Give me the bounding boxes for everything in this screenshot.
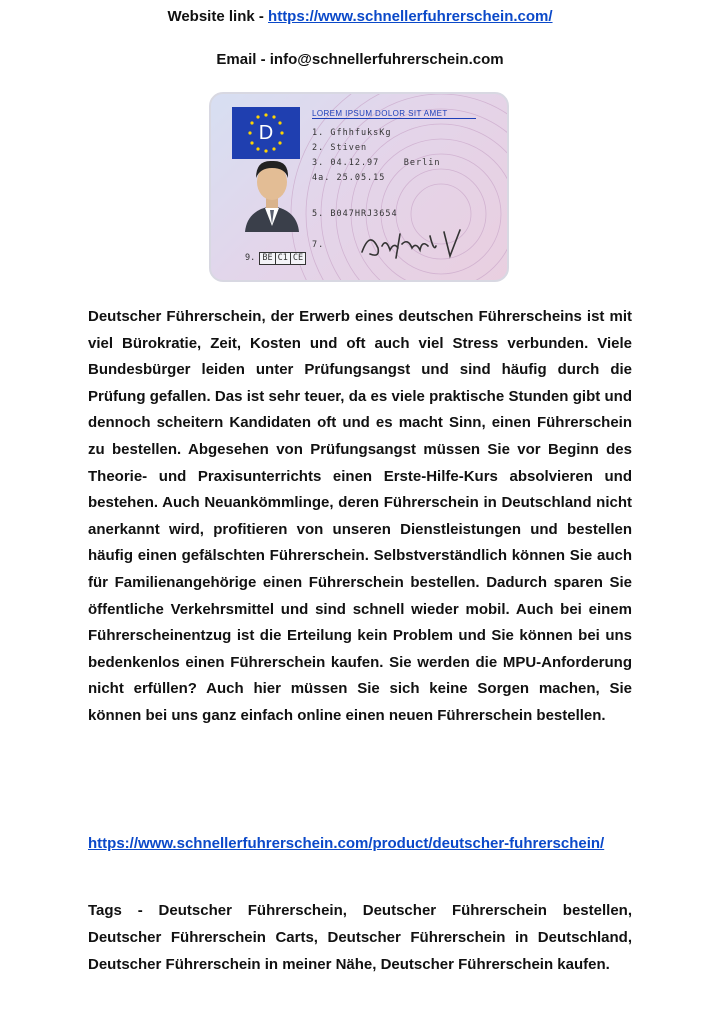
category-box: BE [259, 252, 275, 265]
license-categories [245, 252, 306, 265]
main-paragraph: Deutscher Führerschein, der Erwerb eines deutschen Führerscheins ist mit viel Bürokratie, Zeit, Kosten und oft auch viel Stress verbunden. Viele Bundesbürger leiden unter Prüfungsangst und sind häufig durch die Prüfung gefallen. Das ist sehr teuer, da es viele praktische Stunden gibt und dennoch scheitern Kandidaten oft und es macht Sinn, einen Führerschein zu bestellen. Abgesehen von Prüfungsangst müssen Sie vor Beginn des Theorie- und Praxisunterrichts einen Erste-Hilfe-Kurs absolvieren und bestehen. Auch Neuankömmlinge, deren Führerschein in Deutschland nicht anerkannt wird, profitieren von unseren Dienstleistungen und bestellen häufig einen gefälschten Führerschein. Selbstverständlich können Sie auch für Familienangehörige einen Führerschein bestellen. Dadurch sparen Sie öffentliche Verkehrsmittel und sind schnell wieder mobil. Auch bei einem Führerscheinentzug ist die Erteilung kein Problem und Sie können bei uns bedenkenlos einen Führerschein kaufen. Sie werden die MPU-Anforderung nicht erfüllen? Auch hier müssen Sie sich keine Sorgen machen, Sie können bei uns ganz einfach online einen neuen Führerschein bestellen. [88, 308, 632, 724]
product-link[interactable]: https://www.schnellerfuhrerschein.com/product/deutscher-fuhrerschein/ [88, 835, 605, 852]
license-card-image [209, 92, 509, 282]
card-field-surname: 1. GfhhfuksKg [312, 128, 392, 138]
person-avatar-icon [241, 152, 303, 232]
signature [356, 222, 466, 272]
email-line: Email - info@schnellerfuhrerschein.com [216, 51, 504, 68]
category-prefix: 9. [245, 253, 256, 263]
card-field-birth: 3. 04.12.97 Berlin [312, 158, 441, 168]
card-field-name: 2. Stiven [312, 143, 368, 153]
website-link-label: Website link - [167, 8, 269, 25]
card-field-signature-label: 7. [312, 240, 325, 250]
card-field-issue: 4a. 25.05.15 [312, 173, 386, 183]
category-box: CE [290, 252, 306, 265]
card-field-number: 5. B047HRJ3654 [312, 209, 398, 219]
website-link-line [0, 8, 720, 25]
card-title: LOREM IPSUM DOLOR SIT AMET [312, 109, 476, 119]
country-letter: D [258, 122, 274, 144]
tags-paragraph: Tags - Deutscher Führerschein, Deutscher Führerschein bestellen, Deutscher Führerschein Carts, Deutscher Führerschein in Deutschland, Deutscher Führerschein in meiner Nähe, Deutscher Führerschein kaufen. [88, 902, 632, 973]
website-link[interactable]: https://www.schnellerfuhrerschein.com/ [268, 8, 553, 25]
category-box: C1 [275, 252, 291, 265]
